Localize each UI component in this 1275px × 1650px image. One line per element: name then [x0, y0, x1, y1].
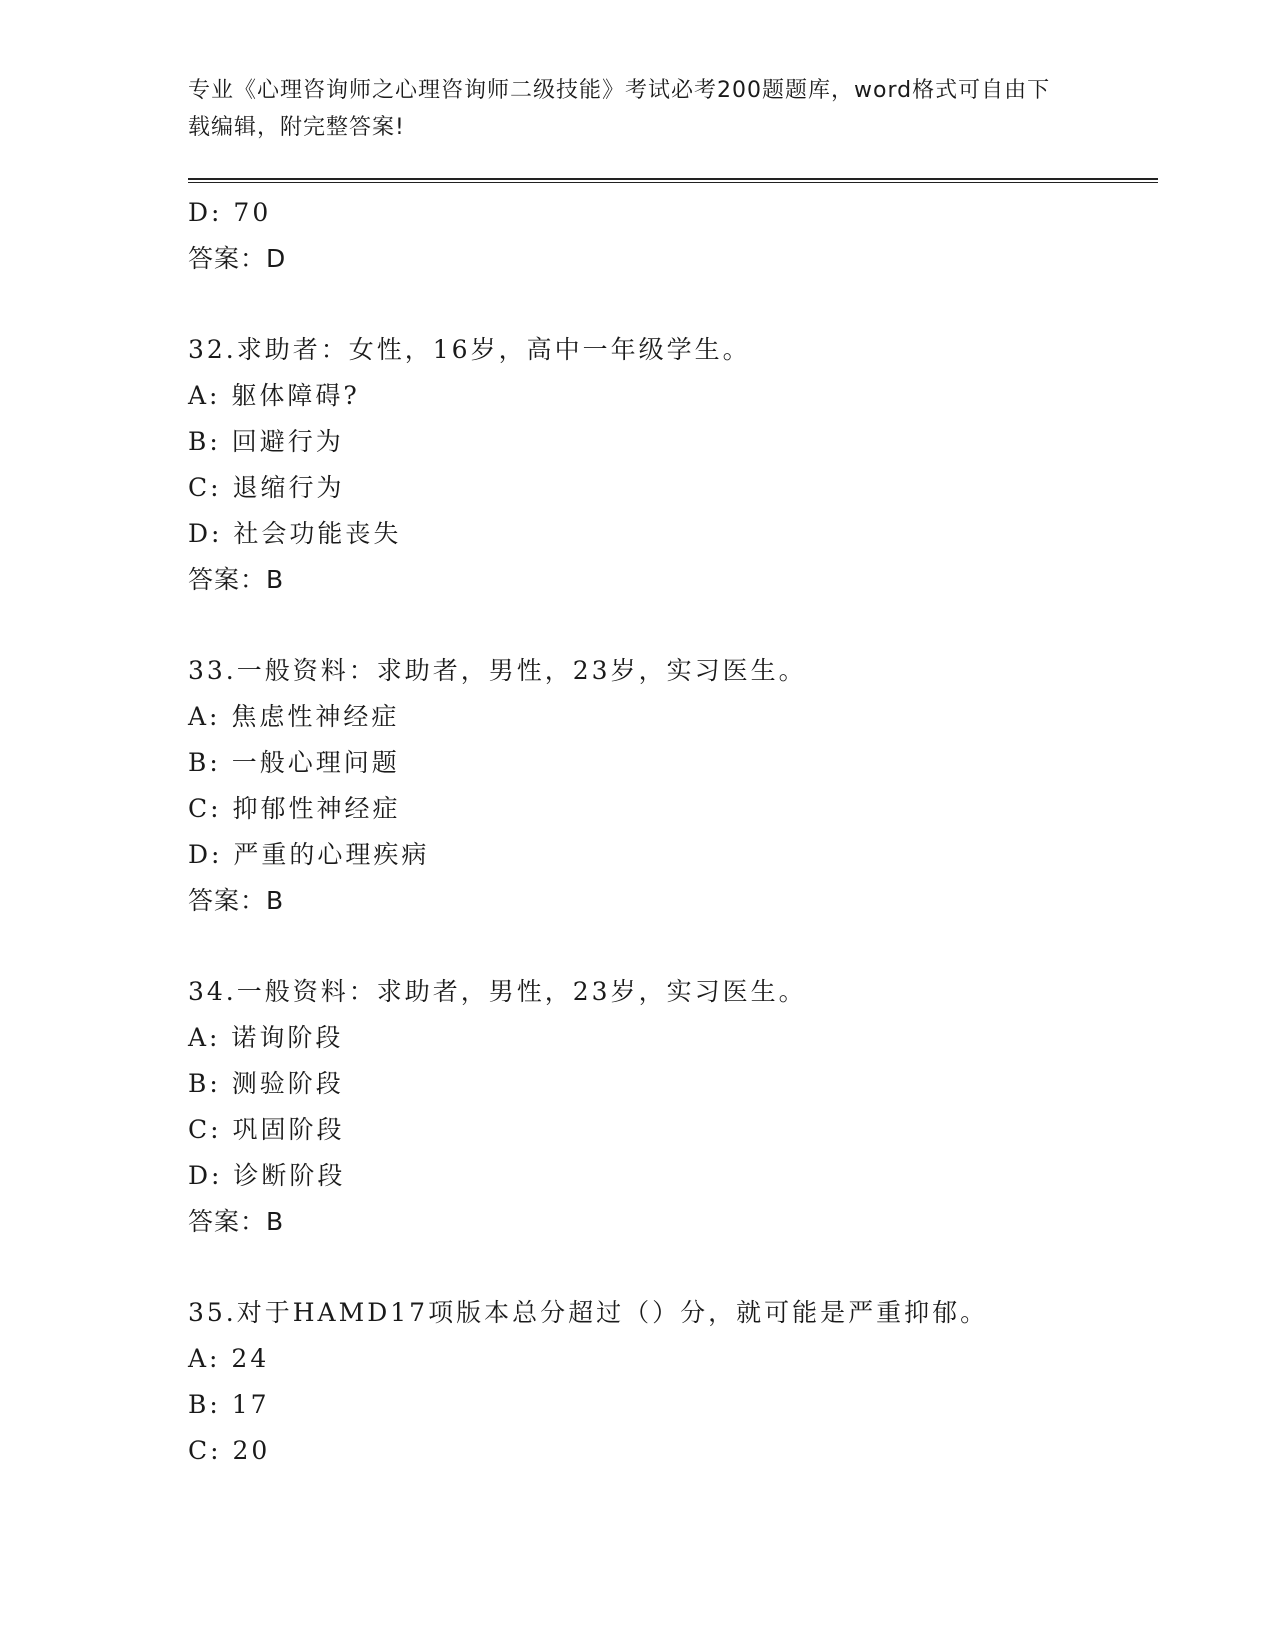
question-35-option-c: C: 20 [188, 1436, 271, 1465]
question-33-option-b: B: 一般心理问题 [188, 748, 400, 777]
question-34-option-a: A: 诺询阶段 [188, 1023, 344, 1052]
spacer [188, 924, 1158, 969]
question-32-answer: 答案：B [188, 565, 285, 594]
question-32-stem: 32.求助者：女性，16岁，高中一年级学生。 [188, 335, 751, 364]
question-35-option-a: A: 24 [188, 1344, 270, 1373]
question-34-stem: 34.一般资料：求助者，男性，23岁，实习医生。 [188, 977, 807, 1006]
answer-line: 答案：D [188, 244, 287, 273]
question-32-option-d: D: 社会功能丧失 [188, 519, 402, 548]
question-33-option-c: C: 抑郁性神经症 [188, 794, 401, 823]
spacer [188, 603, 1158, 648]
question-33-stem: 33.一般资料：求助者，男性，23岁，实习医生。 [188, 656, 807, 685]
spacer [188, 1245, 1158, 1290]
question-35-stem: 35.对于HAMD17项版本总分超过（）分，就可能是严重抑郁。 [188, 1298, 989, 1327]
question-34-option-c: C: 巩固阶段 [188, 1115, 345, 1144]
page-header-intro: 专业《心理咨询师之心理咨询师二级技能》考试必考200题题库，word格式可自由下载编辑，附完整答案! [188, 78, 1051, 140]
question-34-answer: 答案：B [188, 1207, 285, 1236]
option-d: D: 70 [188, 198, 272, 227]
question-32-option-b: B: 回避行为 [188, 427, 344, 456]
question-33-answer: 答案：B [188, 886, 285, 915]
question-list [188, 190, 1158, 1474]
spacer [188, 282, 1158, 327]
question-32-option-a: A: 躯体障碍? [188, 381, 360, 410]
question-34-option-d: D: 诊断阶段 [188, 1161, 346, 1190]
question-35-option-b: B: 17 [188, 1390, 270, 1419]
question-32-option-c: C: 退缩行为 [188, 473, 345, 502]
question-34-option-b: B: 测验阶段 [188, 1069, 344, 1098]
question-33-option-d: D: 严重的心理疾病 [188, 840, 430, 869]
header-divider [188, 178, 1158, 183]
question-33-option-a: A: 焦虑性神经症 [188, 702, 400, 731]
